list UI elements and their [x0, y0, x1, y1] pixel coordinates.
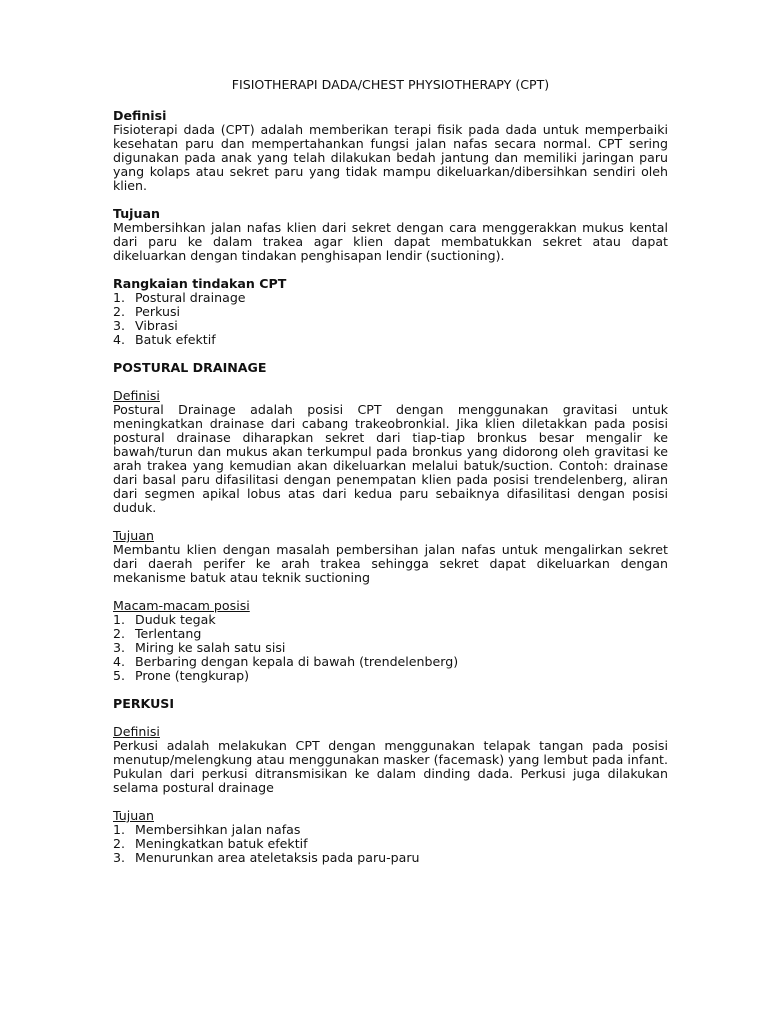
list-number: 2.	[113, 836, 126, 851]
list-text: Membersihkan jalan nafas	[135, 822, 301, 837]
list-text: Duduk tegak	[135, 612, 216, 627]
list-number: 3.	[113, 640, 126, 655]
intro-definisi-text: Fisioterapi dada (CPT) adalah memberikan terapi fisik pada dada untuk memperbaiki kesehatan paru dan mempertahankan fungsi jalan nafas secara normal. CPT sering digunakan pada anak yang telah dilakukan bedah jantung dan memiliki jaringan paru yang kolaps atau sekret paru yang tidak mampu dikeluarkan/dibersihkan sendiri oleh klien.	[113, 122, 668, 193]
list-number: 4.	[113, 332, 126, 347]
list-number: 2.	[113, 626, 126, 641]
list-number: 5.	[113, 668, 126, 683]
list-item	[113, 669, 668, 683]
page-title: FISIOTHERAPI DADA/CHEST PHYSIOTHERAPY (CPT)	[231, 77, 550, 92]
document-content	[113, 78, 668, 865]
perkusi-tujuan-list	[113, 823, 668, 865]
list-number: 4.	[113, 654, 126, 669]
list-item	[113, 837, 668, 851]
list-text: Meningkatkan batuk efektif	[135, 836, 308, 851]
intro-tujuan-text: Membersihkan jalan nafas klien dari sekret dengan cara menggerakkan mukus kental dari paru ke dalam trakea agar klien dapat membatukkan sekret atau dapat dikeluarkan dengan tindakan penghisapan lendir (suctioning).	[113, 220, 668, 263]
macam-posisi-list	[113, 613, 668, 683]
list-text: Perkusi	[135, 304, 181, 319]
list-number: 3.	[113, 318, 126, 333]
list-item	[113, 613, 668, 627]
postural-tujuan-text: Membantu klien dengan masalah pembersihan jalan nafas untuk mengalirkan sekret dari daerah perifer ke arah trakea sehingga sekret dapat dikeluarkan dengan mekanisme batuk atau teknik suctioning	[113, 542, 668, 585]
perkusi-heading: PERKUSI	[113, 696, 175, 711]
list-number: 1.	[113, 612, 126, 627]
postural-definisi-heading: Definisi	[113, 388, 160, 403]
intro-tujuan-heading: Tujuan	[113, 206, 160, 221]
rangkaian-list	[113, 291, 668, 347]
list-item	[113, 823, 668, 837]
macam-posisi-heading: Macam-macam posisi	[113, 598, 250, 613]
list-number: 2.	[113, 304, 126, 319]
list-number: 1.	[113, 822, 126, 837]
list-item	[113, 851, 668, 865]
perkusi-tujuan-heading: Tujuan	[113, 808, 154, 823]
perkusi-definisi-heading: Definisi	[113, 724, 160, 739]
list-number: 1.	[113, 290, 126, 305]
list-text: Postural drainage	[135, 290, 246, 305]
list-text: Menurunkan area ateletaksis pada paru-paru	[135, 850, 420, 865]
list-text: Vibrasi	[135, 318, 178, 333]
list-item	[113, 627, 668, 641]
list-item	[113, 655, 668, 669]
intro-definisi-heading: Definisi	[113, 108, 167, 123]
rangkaian-heading: Rangkaian tindakan CPT	[113, 276, 287, 291]
list-item	[113, 305, 668, 319]
perkusi-definisi-text: Perkusi adalah melakukan CPT dengan menggunakan telapak tangan pada posisi menutup/melengkung atau menggunakan masker (facemask) yang lembut pada infant. Pukulan dari perkusi ditransmisikan ke dalam dinding dada. Perkusi juga dilakukan selama postural drainage	[113, 738, 668, 795]
list-item	[113, 333, 668, 347]
list-item	[113, 641, 668, 655]
list-item	[113, 291, 668, 305]
list-text: Batuk efektif	[135, 332, 216, 347]
postural-tujuan-heading: Tujuan	[113, 528, 154, 543]
postural-drainage-heading: POSTURAL DRAINAGE	[113, 360, 267, 375]
list-text: Terlentang	[135, 626, 202, 641]
list-text: Berbaring dengan kepala di bawah (trendelenberg)	[135, 654, 459, 669]
list-text: Prone (tengkurap)	[135, 668, 249, 683]
list-item	[113, 319, 668, 333]
list-number: 3.	[113, 850, 126, 865]
postural-definisi-text: Postural Drainage adalah posisi CPT dengan menggunakan gravitasi untuk meningkatkan drainase dari cabang trakeobronkial. Jika klien diletakkan pada posisi postural drainase diharapkan sekret dari tiap-tiap bronkus besar mengalir ke bawah/turun dan mukus akan terkumpul pada bronkus yang didorong oleh gravitasi ke arah trakea yang kemudian akan dikeluarkan melalui batuk/suction. Contoh: drainase dari basal paru difasilitasi dengan penempatan klien pada posisi trendelenberg, aliran dari segmen apikal lobus atas dari kedua paru sebaiknya difasilitasi dengan posisi duduk.	[113, 402, 668, 515]
list-text: Miring ke salah satu sisi	[135, 640, 286, 655]
